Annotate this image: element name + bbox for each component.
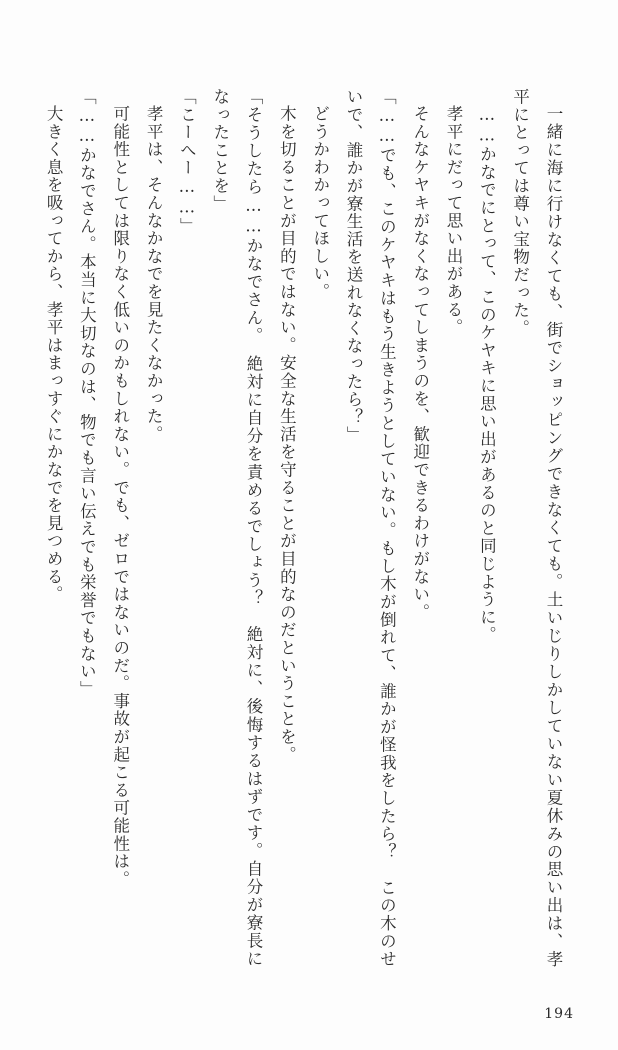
paragraph: 「こーへー……」 — [177, 88, 197, 236]
paragraph: ……かなでにとって、このケヤキに思い出があるのと同じように。 — [477, 104, 497, 644]
vertical-text-body — [44, 88, 570, 968]
paragraph: そんなケヤキがなくなってしまうのを、歓迎できるわけがない。 — [410, 104, 430, 621]
paragraph: 孝平は、そんなかなでを見たくなかった。 — [144, 104, 164, 443]
paragraph: 可能性としては限りなく低いのかもしれない。でも、ゼロではないのだ。事故が起こる可能性は。 — [110, 104, 130, 888]
paragraph: 木を切ることが目的ではない。安全な生活を守ることが目的なのだということを。 — [277, 104, 297, 764]
paragraph: どうかわかってほしい。 — [310, 104, 330, 301]
paragraph: 大きく息を吸ってから、孝平はまっすぐにかなでを見つめる。 — [44, 104, 64, 603]
paragraph: 「……でも、このケヤキはもう生きようとしていない。もし木が倒れて、誰かが怪我をしたら？ この木のせいで、誰かが寮生活を送れなくなったら？」 — [344, 88, 397, 968]
paragraph: 「……かなでさん。本当に大切なのは、物でも言い伝えでも栄誉でもない」 — [77, 88, 97, 699]
paragraph: 孝平にだって思い出がある。 — [444, 104, 464, 336]
paragraph: 一緒に海に行けなくても、街でショッピングできなくても。土いじりしかしていない夏休みの思い出は、孝平にとっては尊い宝物だった。 — [510, 88, 563, 968]
paragraph: 「そうしたら……かなでさん。 絶対に自分を責めるでしょう？ 絶対に、後悔するはずです。自分が寮長になったことを」 — [210, 88, 264, 968]
page-number: 194 — [544, 1006, 574, 1022]
